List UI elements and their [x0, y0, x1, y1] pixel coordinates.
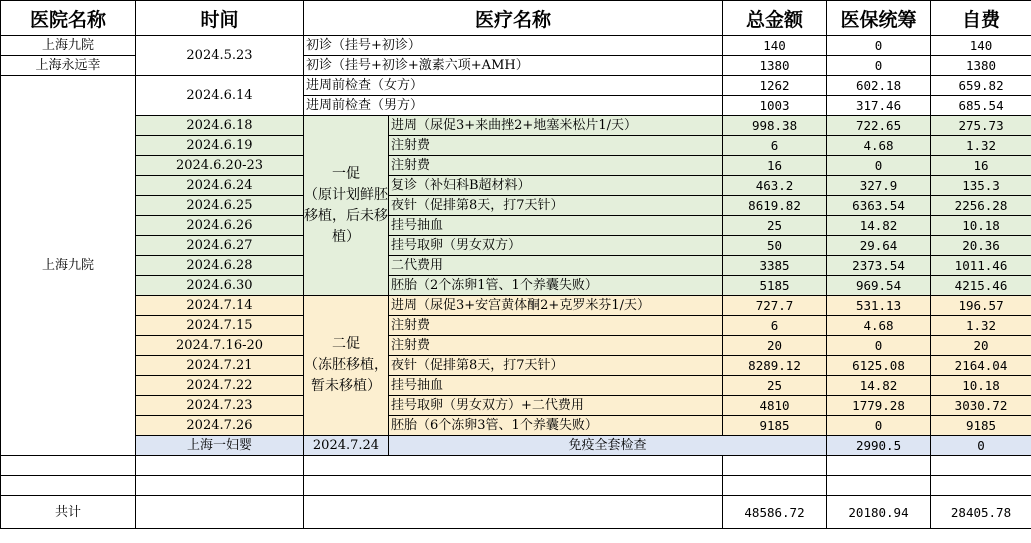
item-cell: 挂号取卵（男女双方）	[389, 236, 723, 256]
self-cell: 685.54	[931, 96, 1031, 116]
self-cell: 3030.72	[931, 396, 1031, 416]
table-row	[1, 356, 1031, 376]
self-cell: 9185	[931, 416, 1031, 436]
header-row	[1, 1, 1031, 36]
total-cell: 6	[723, 316, 827, 336]
total-cell: 3385	[723, 256, 827, 276]
date-cell: 2024.6.30	[136, 276, 304, 296]
total-cell: 25	[723, 216, 827, 236]
table-row	[1, 276, 1031, 296]
empty-row	[1, 456, 1031, 476]
date-cell: 2024.6.27	[136, 236, 304, 256]
self-cell: 135.3	[931, 176, 1031, 196]
date-cell: 2024.6.26	[136, 216, 304, 236]
table-row	[1, 176, 1031, 196]
total-cell: 5185	[723, 276, 827, 296]
total-cell: 998.38	[723, 116, 827, 136]
item-cell: 进周（尿促3+安宫黄体酮2+克罗米芬1/天）	[389, 296, 723, 316]
item-cell: 初诊（挂号+初诊）	[304, 36, 723, 56]
insurance-cell: 531.13	[827, 296, 931, 316]
self-cell: 10.18	[931, 216, 1031, 236]
item-cell: 初诊（挂号+初诊+激素六项+AMH）	[304, 56, 723, 76]
self-cell: 20.36	[931, 236, 1031, 256]
insurance-cell: 14.82	[827, 376, 931, 396]
date-cell: 2024.6.24	[136, 176, 304, 196]
header-hospital: 医院名称	[1, 1, 136, 36]
item-cell: 进周（尿促3+来曲挫2+地塞米松片1/天）	[389, 116, 723, 136]
insurance-cell: 14.82	[827, 216, 931, 236]
table-row	[1, 216, 1031, 236]
table-row	[1, 36, 1031, 56]
item-cell: 注射费	[389, 336, 723, 356]
table-row	[1, 256, 1031, 276]
item-cell: 挂号取卵（男女双方）+二代费用	[389, 396, 723, 416]
insurance-cell: 327.9	[827, 176, 931, 196]
total-cell: 1262	[723, 76, 827, 96]
date-cell: 2024.7.21	[136, 356, 304, 376]
hospital-cell: 上海九院	[1, 76, 136, 456]
date-cell: 2024.6.18	[136, 116, 304, 136]
self-cell: 4215.46	[931, 276, 1031, 296]
date-cell: 2024.6.28	[136, 256, 304, 276]
item-cell: 夜针（促排第8天，打7天针）	[389, 356, 723, 376]
self-cell: 659.82	[931, 76, 1031, 96]
total-cell: 6	[723, 136, 827, 156]
insurance-cell: 0	[827, 36, 931, 56]
total-cell: 1003	[723, 96, 827, 116]
group-2-label	[304, 296, 389, 436]
sum-total: 48586.72	[723, 496, 827, 529]
total-cell: 4810	[723, 396, 827, 416]
date-cell: 2024.7.14	[136, 296, 304, 316]
total-cell: 50	[723, 236, 827, 256]
header-self: 自费	[931, 1, 1031, 36]
self-cell: 2256.28	[931, 196, 1031, 216]
self-cell: 10.18	[931, 376, 1031, 396]
table-row	[1, 416, 1031, 436]
date-cell: 2024.6.20-23	[136, 156, 304, 176]
insurance-cell: 317.46	[827, 96, 931, 116]
header-date: 时间	[136, 1, 304, 36]
insurance-cell: 602.18	[827, 76, 931, 96]
hospital-cell: 上海一妇婴	[136, 436, 304, 456]
header-item: 医疗名称	[304, 1, 723, 36]
table-row	[1, 336, 1031, 356]
insurance-cell: 969.54	[827, 276, 931, 296]
table-row	[1, 296, 1031, 316]
table-row	[1, 396, 1031, 416]
total-cell: 1380	[723, 56, 827, 76]
total-label: 共计	[1, 496, 136, 529]
item-cell: 二代费用	[389, 256, 723, 276]
total-cell: 463.2	[723, 176, 827, 196]
total-cell: 16	[723, 156, 827, 176]
header-total: 总金额	[723, 1, 827, 36]
hospital-cell: 上海永远幸	[1, 56, 136, 76]
table-row	[1, 116, 1031, 136]
table-row	[1, 156, 1031, 176]
date-cell: 2024.7.26	[136, 416, 304, 436]
date-cell: 2024.7.15	[136, 316, 304, 336]
item-cell: 进周前检查（女方）	[304, 76, 723, 96]
group-1-label	[304, 116, 389, 296]
total-cell: 8619.82	[723, 196, 827, 216]
item-cell: 挂号抽血	[389, 376, 723, 396]
self-cell: 275.73	[931, 116, 1031, 136]
table-row	[1, 376, 1031, 396]
group-2-title: 二促 （冻胚移植，暂未移植）	[304, 336, 388, 394]
insurance-cell: 0	[827, 56, 931, 76]
total-cell: 20	[723, 336, 827, 356]
self-cell: 16	[931, 156, 1031, 176]
table-row	[1, 236, 1031, 256]
insurance-cell: 6363.54	[827, 196, 931, 216]
date-cell: 2024.7.16-20	[136, 336, 304, 356]
total-cell: 25	[723, 376, 827, 396]
empty-row	[1, 476, 1031, 496]
self-cell: 1011.46	[931, 256, 1031, 276]
date-cell: 2024.7.22	[136, 376, 304, 396]
item-cell: 注射费	[389, 156, 723, 176]
date-cell: 2024.7.24	[304, 436, 389, 456]
table-row	[1, 196, 1031, 216]
insurance-cell: 4.68	[827, 136, 931, 156]
insurance-cell: 0	[827, 336, 931, 356]
date-cell: 2024.6.25	[136, 196, 304, 216]
item-cell: 进周前检查（男方）	[304, 96, 723, 116]
self-cell: 1.32	[931, 136, 1031, 156]
date-cell: 2024.5.23	[136, 36, 304, 76]
insurance-cell: 0	[931, 436, 1031, 456]
item-cell: 挂号抽血	[389, 216, 723, 236]
self-cell: 2164.04	[931, 356, 1031, 376]
insurance-cell: 0	[827, 156, 931, 176]
insurance-cell: 1779.28	[827, 396, 931, 416]
total-cell: 8289.12	[723, 356, 827, 376]
insurance-cell: 722.65	[827, 116, 931, 136]
self-cell: 1.32	[931, 316, 1031, 336]
sum-insurance: 20180.94	[827, 496, 931, 529]
item-cell: 胚胎（6个冻卵3管、1个养囊失败）	[389, 416, 723, 436]
self-cell: 196.57	[931, 296, 1031, 316]
insurance-cell: 2373.54	[827, 256, 931, 276]
table-row	[1, 136, 1031, 156]
item-cell: 注射费	[389, 136, 723, 156]
date-cell: 2024.6.14	[136, 76, 304, 116]
date-cell: 2024.7.23	[136, 396, 304, 416]
item-cell: 胚胎（2个冻卵1管、1个养囊失败）	[389, 276, 723, 296]
group-1-title: 一促 （原计划鲜胚移植，后未移植）	[304, 165, 388, 245]
table-row	[1, 436, 1031, 456]
insurance-cell: 6125.08	[827, 356, 931, 376]
item-cell: 注射费	[389, 316, 723, 336]
total-row	[1, 496, 1031, 529]
total-cell: 140	[723, 36, 827, 56]
total-cell: 2990.5	[827, 436, 931, 456]
hospital-cell: 上海九院	[1, 36, 136, 56]
item-cell: 免疫全套检查	[389, 436, 827, 456]
self-cell: 20	[931, 336, 1031, 356]
self-cell: 140	[931, 36, 1031, 56]
insurance-cell: 4.68	[827, 316, 931, 336]
table-row	[1, 316, 1031, 336]
insurance-cell: 0	[827, 416, 931, 436]
table-row	[1, 76, 1031, 96]
header-insurance: 医保统筹	[827, 1, 931, 36]
insurance-cell: 29.64	[827, 236, 931, 256]
self-cell: 1380	[931, 56, 1031, 76]
total-cell: 9185	[723, 416, 827, 436]
total-cell: 727.7	[723, 296, 827, 316]
date-cell: 2024.6.19	[136, 136, 304, 156]
sum-self: 28405.78	[931, 496, 1031, 529]
item-cell: 夜针（促排第8天，打7天针）	[389, 196, 723, 216]
item-cell: 复诊（补妇科B超材料）	[389, 176, 723, 196]
